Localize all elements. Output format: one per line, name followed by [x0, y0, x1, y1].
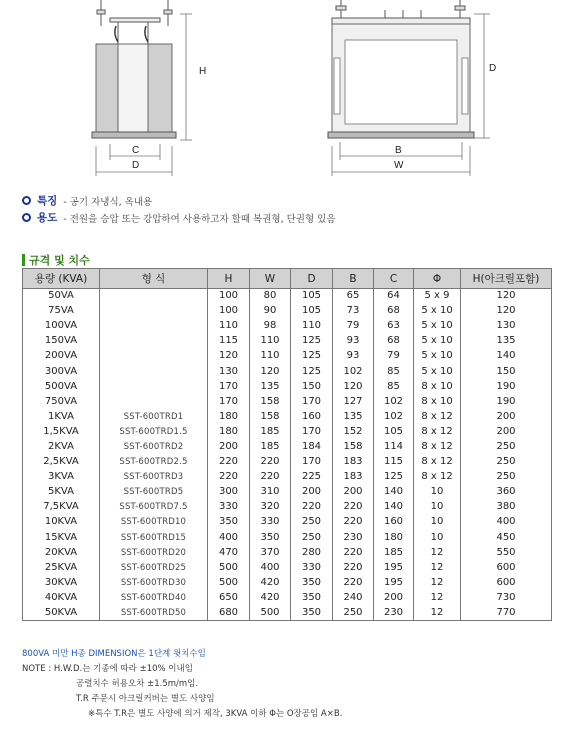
usage-line [22, 210, 336, 225]
cell-model: SST-600TRD7.5 [100, 500, 208, 515]
cell-capacity: 2,5KVA [23, 455, 100, 470]
cell-model: SST-600TRD3 [100, 470, 208, 485]
spec-title-text: 규격 및 치수 [29, 254, 90, 267]
cell-b: 93 [333, 349, 374, 364]
cell-h-acrylic: 140 [461, 349, 552, 364]
table-row [23, 334, 552, 349]
cell-c: 195 [374, 560, 414, 575]
cell-model [100, 394, 208, 409]
cell-c: 230 [374, 605, 414, 620]
cell-b: 220 [333, 515, 374, 530]
cell-h: 500 [208, 575, 250, 590]
front-view-drawing [92, 0, 192, 176]
cell-model: SST-600TRD10 [100, 515, 208, 530]
cell-h: 200 [208, 439, 250, 454]
cell-w: 220 [250, 470, 291, 485]
cell-capacity: 500VA [23, 379, 100, 394]
header-d: D [291, 269, 333, 289]
cell-h-acrylic: 250 [461, 455, 552, 470]
usage-text: - 전원을 승압 또는 강압하여 사용하고자 할때 복권형, 단권형 있음 [63, 213, 336, 225]
dimension-note: 800VA 미만 H종 DIMENSION은 1단계 윗치수임 [22, 649, 206, 659]
cell-h-acrylic: 190 [461, 379, 552, 394]
cell-b: 152 [333, 424, 374, 439]
side-dim-w: W [394, 160, 404, 171]
cell-d: 125 [291, 349, 333, 364]
cell-b: 220 [333, 575, 374, 590]
front-dim-c: C [132, 145, 140, 156]
cell-b: 135 [333, 409, 374, 424]
cell-c: 102 [374, 409, 414, 424]
cell-capacity: 200VA [23, 349, 100, 364]
cell-h: 180 [208, 424, 250, 439]
cell-capacity: 30KVA [23, 575, 100, 590]
cell-b: 127 [333, 394, 374, 409]
cell-capacity: 1KVA [23, 409, 100, 424]
table-row [23, 590, 552, 605]
cell-model: SST-600TRD5 [100, 485, 208, 500]
cell-h: 170 [208, 394, 250, 409]
table-row [23, 470, 552, 485]
table-row [23, 424, 552, 439]
cell-phi: 5 x 10 [414, 304, 461, 319]
cell-model: SST-600TRD2 [100, 439, 208, 454]
spec-table [22, 268, 552, 621]
table-row [23, 409, 552, 424]
cell-capacity: 5KVA [23, 485, 100, 500]
cell-c: 63 [374, 319, 414, 334]
cell-d: 110 [291, 319, 333, 334]
side-dim-d: D [489, 63, 497, 74]
cell-h-acrylic: 130 [461, 319, 552, 334]
note-line-3: T.R 주문시 아크릴커버는 별도 사양임 [76, 694, 215, 704]
spec-section-title [22, 252, 90, 268]
cell-model [100, 304, 208, 319]
cell-h-acrylic: 380 [461, 500, 552, 515]
cell-b: 240 [333, 590, 374, 605]
cell-b: 93 [333, 334, 374, 349]
table-row [23, 364, 552, 379]
cell-h-acrylic: 120 [461, 304, 552, 319]
cell-model: SST-600TRD30 [100, 575, 208, 590]
cell-model [100, 319, 208, 334]
cell-capacity: 300VA [23, 364, 100, 379]
cell-h-acrylic: 150 [461, 364, 552, 379]
cell-h: 680 [208, 605, 250, 620]
cell-h: 130 [208, 364, 250, 379]
cell-model: SST-600TRD20 [100, 545, 208, 560]
table-row [23, 515, 552, 530]
cell-d: 280 [291, 545, 333, 560]
cell-d: 184 [291, 439, 333, 454]
cell-capacity: 50KVA [23, 605, 100, 620]
cell-w: 90 [250, 304, 291, 319]
cell-phi: 10 [414, 485, 461, 500]
cell-w: 185 [250, 439, 291, 454]
cell-h-acrylic: 250 [461, 439, 552, 454]
cell-h-acrylic: 135 [461, 334, 552, 349]
cell-phi: 8 x 10 [414, 379, 461, 394]
cell-b: 250 [333, 605, 374, 620]
cell-b: 183 [333, 470, 374, 485]
notes-block [22, 662, 342, 722]
cell-phi: 10 [414, 530, 461, 545]
cell-h-acrylic: 200 [461, 409, 552, 424]
cell-h: 650 [208, 590, 250, 605]
cell-model: SST-600TRD40 [100, 590, 208, 605]
cell-d: 200 [291, 485, 333, 500]
cell-b: 220 [333, 560, 374, 575]
table-row [23, 455, 552, 470]
cell-w: 110 [250, 349, 291, 364]
table-row [23, 560, 552, 575]
cell-phi: 8 x 12 [414, 439, 461, 454]
cell-h: 330 [208, 500, 250, 515]
cell-h-acrylic: 600 [461, 560, 552, 575]
cell-capacity: 25KVA [23, 560, 100, 575]
cell-model: SST-600TRD1.5 [100, 424, 208, 439]
cell-model [100, 334, 208, 349]
table-row [23, 605, 552, 620]
cell-d: 250 [291, 515, 333, 530]
table-header-row [23, 269, 552, 289]
cell-d: 350 [291, 590, 333, 605]
cell-w: 110 [250, 334, 291, 349]
cell-h: 100 [208, 304, 250, 319]
cell-w: 400 [250, 560, 291, 575]
cell-c: 160 [374, 515, 414, 530]
cell-b: 65 [333, 289, 374, 304]
cell-capacity: 75VA [23, 304, 100, 319]
cell-w: 420 [250, 590, 291, 605]
cell-w: 120 [250, 364, 291, 379]
cell-phi: 12 [414, 575, 461, 590]
cell-model [100, 364, 208, 379]
cell-phi: 8 x 12 [414, 455, 461, 470]
cell-phi: 12 [414, 560, 461, 575]
cell-d: 330 [291, 560, 333, 575]
cell-d: 125 [291, 334, 333, 349]
cell-capacity: 750VA [23, 394, 100, 409]
cell-b: 220 [333, 545, 374, 560]
cell-phi: 5 x 10 [414, 364, 461, 379]
cell-c: 85 [374, 379, 414, 394]
cell-d: 105 [291, 304, 333, 319]
header-w: W [250, 269, 291, 289]
cell-d: 160 [291, 409, 333, 424]
cell-d: 250 [291, 530, 333, 545]
cell-capacity: 150VA [23, 334, 100, 349]
table-row [23, 349, 552, 364]
cell-h-acrylic: 450 [461, 530, 552, 545]
cell-h-acrylic: 120 [461, 289, 552, 304]
circle-bullet-icon [22, 196, 31, 205]
usage-title: 용도 [37, 212, 58, 224]
side-view-drawing [328, 0, 490, 176]
table-row [23, 319, 552, 334]
cell-h-acrylic: 600 [461, 575, 552, 590]
cell-model: SST-600TRD25 [100, 560, 208, 575]
cell-c: 68 [374, 304, 414, 319]
cell-b: 120 [333, 379, 374, 394]
feature-text: - 공기 자냉식, 옥내용 [63, 196, 153, 208]
table-row [23, 304, 552, 319]
cell-phi: 10 [414, 515, 461, 530]
header-c: C [374, 269, 414, 289]
cell-h: 100 [208, 289, 250, 304]
cell-phi: 8 x 10 [414, 394, 461, 409]
transformer-drawings [0, 0, 577, 185]
cell-c: 195 [374, 575, 414, 590]
cell-capacity: 20KVA [23, 545, 100, 560]
section-bar-icon [22, 254, 25, 266]
cell-c: 200 [374, 590, 414, 605]
cell-c: 79 [374, 349, 414, 364]
header-model: 형 식 [100, 269, 208, 289]
header-h: H [208, 269, 250, 289]
cell-w: 80 [250, 289, 291, 304]
cell-d: 150 [291, 379, 333, 394]
cell-b: 73 [333, 304, 374, 319]
cell-h: 180 [208, 409, 250, 424]
cell-capacity: 1,5KVA [23, 424, 100, 439]
cell-d: 125 [291, 364, 333, 379]
cell-h: 470 [208, 545, 250, 560]
cell-d: 220 [291, 500, 333, 515]
table-body [23, 289, 552, 621]
cell-capacity: 7,5KVA [23, 500, 100, 515]
cell-b: 158 [333, 439, 374, 454]
cell-capacity: 50VA [23, 289, 100, 304]
cell-c: 115 [374, 455, 414, 470]
cell-h-acrylic: 200 [461, 424, 552, 439]
cell-w: 220 [250, 455, 291, 470]
table-row [23, 575, 552, 590]
cell-w: 350 [250, 530, 291, 545]
cell-c: 180 [374, 530, 414, 545]
cell-c: 114 [374, 439, 414, 454]
cell-b: 79 [333, 319, 374, 334]
cell-w: 158 [250, 409, 291, 424]
cell-w: 320 [250, 500, 291, 515]
cell-h: 110 [208, 319, 250, 334]
cell-h: 500 [208, 560, 250, 575]
table-row [23, 379, 552, 394]
cell-w: 158 [250, 394, 291, 409]
cell-h: 120 [208, 349, 250, 364]
cell-d: 350 [291, 605, 333, 620]
cell-phi: 12 [414, 605, 461, 620]
cell-w: 185 [250, 424, 291, 439]
cell-d: 225 [291, 470, 333, 485]
cell-c: 102 [374, 394, 414, 409]
cell-c: 185 [374, 545, 414, 560]
cell-phi: 10 [414, 500, 461, 515]
header-b: B [333, 269, 374, 289]
cell-phi: 8 x 12 [414, 424, 461, 439]
cell-capacity: 3KVA [23, 470, 100, 485]
feature-line [22, 193, 152, 208]
cell-capacity: 15KVA [23, 530, 100, 545]
cell-h: 115 [208, 334, 250, 349]
cell-b: 102 [333, 364, 374, 379]
cell-model [100, 289, 208, 304]
cell-b: 183 [333, 455, 374, 470]
cell-model: SST-600TRD1 [100, 409, 208, 424]
cell-h: 220 [208, 470, 250, 485]
header-capacity: 용량 (KVA) [23, 269, 100, 289]
cell-model: SST-600TRD15 [100, 530, 208, 545]
cell-phi: 8 x 12 [414, 470, 461, 485]
cell-c: 140 [374, 500, 414, 515]
cell-c: 64 [374, 289, 414, 304]
note-line-2: 공렬치수 허용오차 ±1.5m/m임. [76, 679, 199, 689]
cell-w: 330 [250, 515, 291, 530]
cell-h: 220 [208, 455, 250, 470]
circle-bullet-icon [22, 213, 31, 222]
cell-c: 125 [374, 470, 414, 485]
cell-d: 170 [291, 394, 333, 409]
cell-c: 85 [374, 364, 414, 379]
table-row [23, 500, 552, 515]
cell-h-acrylic: 250 [461, 470, 552, 485]
cell-h: 350 [208, 515, 250, 530]
cell-capacity: 10KVA [23, 515, 100, 530]
cell-model [100, 379, 208, 394]
note-line-4: ※특수 T.R은 별도 사양에 의거 제작, 3KVA 이하 Φ는 O장공임 A×B. [88, 709, 343, 719]
cell-c: 68 [374, 334, 414, 349]
header-h-acrylic: H(아크릴포함) [461, 269, 552, 289]
cell-h-acrylic: 360 [461, 485, 552, 500]
cell-d: 170 [291, 424, 333, 439]
cell-w: 310 [250, 485, 291, 500]
cell-model [100, 349, 208, 364]
cell-w: 500 [250, 605, 291, 620]
table-row [23, 289, 552, 304]
front-dim-h: H [199, 66, 207, 77]
front-dim-d: D [132, 160, 140, 171]
cell-phi: 5 x 10 [414, 319, 461, 334]
table-row [23, 530, 552, 545]
table-row [23, 545, 552, 560]
note-line-1: NOTE : H.W.D.는 기종에 따라 ±10% 이내임 [22, 664, 193, 674]
cell-phi: 12 [414, 545, 461, 560]
cell-w: 135 [250, 379, 291, 394]
cell-w: 420 [250, 575, 291, 590]
cell-capacity: 100VA [23, 319, 100, 334]
cell-d: 105 [291, 289, 333, 304]
cell-capacity: 2KVA [23, 439, 100, 454]
cell-h: 170 [208, 379, 250, 394]
cell-phi: 12 [414, 590, 461, 605]
cell-d: 170 [291, 455, 333, 470]
cell-phi: 8 x 12 [414, 409, 461, 424]
table-row [23, 394, 552, 409]
cell-c: 105 [374, 424, 414, 439]
table-row [23, 485, 552, 500]
cell-h-acrylic: 400 [461, 515, 552, 530]
cell-phi: 5 x 9 [414, 289, 461, 304]
feature-title: 특징 [37, 195, 58, 207]
cell-h: 400 [208, 530, 250, 545]
side-dim-b: B [395, 145, 402, 156]
cell-b: 200 [333, 485, 374, 500]
cell-h-acrylic: 190 [461, 394, 552, 409]
cell-model: SST-600TRD50 [100, 605, 208, 620]
cell-w: 370 [250, 545, 291, 560]
cell-c: 140 [374, 485, 414, 500]
cell-h-acrylic: 730 [461, 590, 552, 605]
cell-b: 230 [333, 530, 374, 545]
table-row [23, 439, 552, 454]
cell-phi: 5 x 10 [414, 349, 461, 364]
cell-w: 98 [250, 319, 291, 334]
cell-model: SST-600TRD2.5 [100, 455, 208, 470]
cell-d: 350 [291, 575, 333, 590]
cell-capacity: 40KVA [23, 590, 100, 605]
header-phi: Φ [414, 269, 461, 289]
cell-h-acrylic: 550 [461, 545, 552, 560]
cell-h-acrylic: 770 [461, 605, 552, 620]
cell-b: 220 [333, 500, 374, 515]
cell-h: 300 [208, 485, 250, 500]
cell-phi: 5 x 10 [414, 334, 461, 349]
